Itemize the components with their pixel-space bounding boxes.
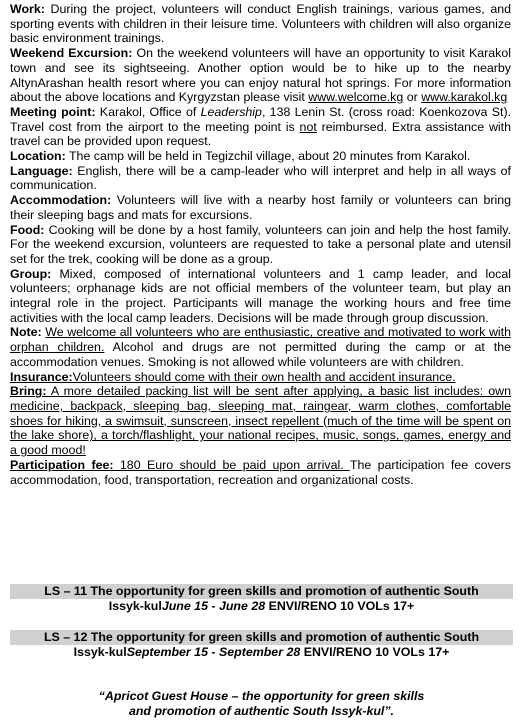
note-underlined: We welcome all volunteers who are enthusiastic, creative and motivated to work with orphan children.: [10, 325, 511, 355]
weekend-text: On the weekend volunteers will have an opportunity to visit Karakol town and see its sightseeing. Another option would be to hike up to the nearby AltynArashan health resort where you can enjoy natural hot springs. For more information about the above locations and Kyrgyzstan please visit: [10, 46, 511, 105]
meeting-label: Meeting point:: [10, 104, 96, 119]
language-text: English, there will be a camp-leader who will interpret and help in all ways of communication.: [10, 163, 511, 193]
ls11-line1: LS – 11 The opportunity for green skills and promotion of authentic South: [10, 584, 513, 599]
accommodation-text: Volunteers will live with a nearby host family or volunteers can bring their sleeping bags and mats for excursions.: [10, 193, 511, 222]
accommodation-paragraph: [10, 193, 511, 222]
insurance-paragraph: [10, 370, 511, 385]
food-text: Cooking will be done by a host family, volunteers can join and help the host family. For the weekend excursion, volunteers are requested to take a personal plate and utensil set for the trek, cooking will be done as a group.: [10, 222, 511, 266]
meeting-text1: Karakol, Office of: [95, 104, 201, 119]
ls12-block: [0, 630, 523, 659]
ls11-place: Issyk-kul: [108, 598, 162, 613]
ls11-info: ENVI/RENO 10 VOLs 17+: [265, 598, 415, 613]
work-text: During the project, volunteers will conduct English trainings, various games, and sporting events with children in their leisure time. Volunteers with children will also organize basic environment trainings.: [10, 2, 511, 46]
fee-underlined: 180 Euro should be paid upon arrival.: [113, 457, 350, 472]
group-label: Group:: [10, 266, 52, 281]
fee-text: The participation fee covers accommodation, food, transportation, recreation and organizational costs.: [10, 457, 511, 487]
weekend-paragraph: [10, 46, 511, 105]
meeting-paragraph: [10, 105, 511, 149]
footer-title: [0, 689, 523, 719]
location-paragraph: [10, 149, 511, 164]
note-text: Alcohol and drugs are not permitted during the camp or at the accommodation venues. Smoking is not allowed while volunteers are with children.: [10, 340, 511, 369]
work-label: Work:: [10, 2, 45, 16]
ls12-info: ENVI/RENO 10 VOLs 17+: [300, 644, 450, 659]
note-paragraph: [10, 325, 511, 369]
meeting-text3: reimbursed. Extra assistance with travel can be provided upon request.: [10, 119, 512, 149]
ls11-dates: June 15 - June 28: [161, 598, 266, 613]
meeting-italic: Leadership: [200, 104, 262, 119]
karakol-link[interactable]: www.karakol.kg: [421, 90, 508, 105]
insurance-label: Insurance:: [10, 369, 73, 384]
food-label: Food:: [10, 222, 45, 237]
language-paragraph: [10, 164, 511, 193]
accommodation-label: Accommodation:: [10, 193, 112, 208]
ls12-place: Issyk-kul: [73, 644, 127, 659]
bring-text: A more detailed packing list will be sent after applying, a basic list includes: own medicine, backpack, sleeping bag, sleeping mat, raingear, warm clothes, comfortable shoes for hiking, a swimsuit, sunscreen, insect repellent (much of the time will be spent on the lake shore), a torch/flashlight, your national recipes, music, songs, games, energy and a good mood!: [10, 384, 511, 458]
group-paragraph: [10, 267, 511, 326]
ls11-block: [0, 584, 523, 613]
bring-label: Bring:: [10, 384, 47, 399]
language-label: Language:: [10, 163, 73, 178]
ls12-line2: [10, 645, 513, 660]
meeting-not: not: [299, 119, 317, 134]
group-text: Mixed, composed of international volunteers and 1 camp leader, and local volunteers; orphanage kids are not official members of the volunteer team, but play an integral role in the project. Participants will manage the working hours and free time activities with the local camp leaders. Decisions will be made through group discussion.: [10, 266, 511, 325]
work-paragraph: [10, 2, 511, 46]
footer-line2: and promotion of authentic South Issyk-kul”.: [128, 703, 395, 718]
fee-label: Participation fee:: [10, 457, 114, 472]
ls11-line2: [10, 599, 513, 614]
food-paragraph: [10, 223, 511, 267]
footer-line1: “Apricot Guest House – the opportunity for green skills: [98, 689, 425, 703]
ls12-dates: September 15 - September 28: [126, 644, 301, 659]
weekend-or: or: [403, 90, 422, 105]
location-text: The camp will be held in Tegizchil village, about 20 minutes from Karakol.: [65, 149, 471, 164]
bring-paragraph: [10, 384, 511, 458]
ls12-line1: LS – 12 The opportunity for green skills and promotion of authentic South: [10, 630, 513, 645]
insurance-text: Volunteers should come with their own health and accident insurance.: [72, 369, 456, 384]
welcome-link[interactable]: www.welcome.kg: [308, 90, 404, 105]
weekend-label: Weekend Excursion:: [10, 46, 133, 61]
fee-paragraph: [10, 458, 511, 487]
meeting-text2: , 138 Lenin St. (cross road: Koenkozova St). Travel cost from the airport to the meeting point is: [10, 104, 512, 134]
location-label: Location:: [10, 149, 66, 164]
note-label: Note:: [10, 325, 42, 340]
